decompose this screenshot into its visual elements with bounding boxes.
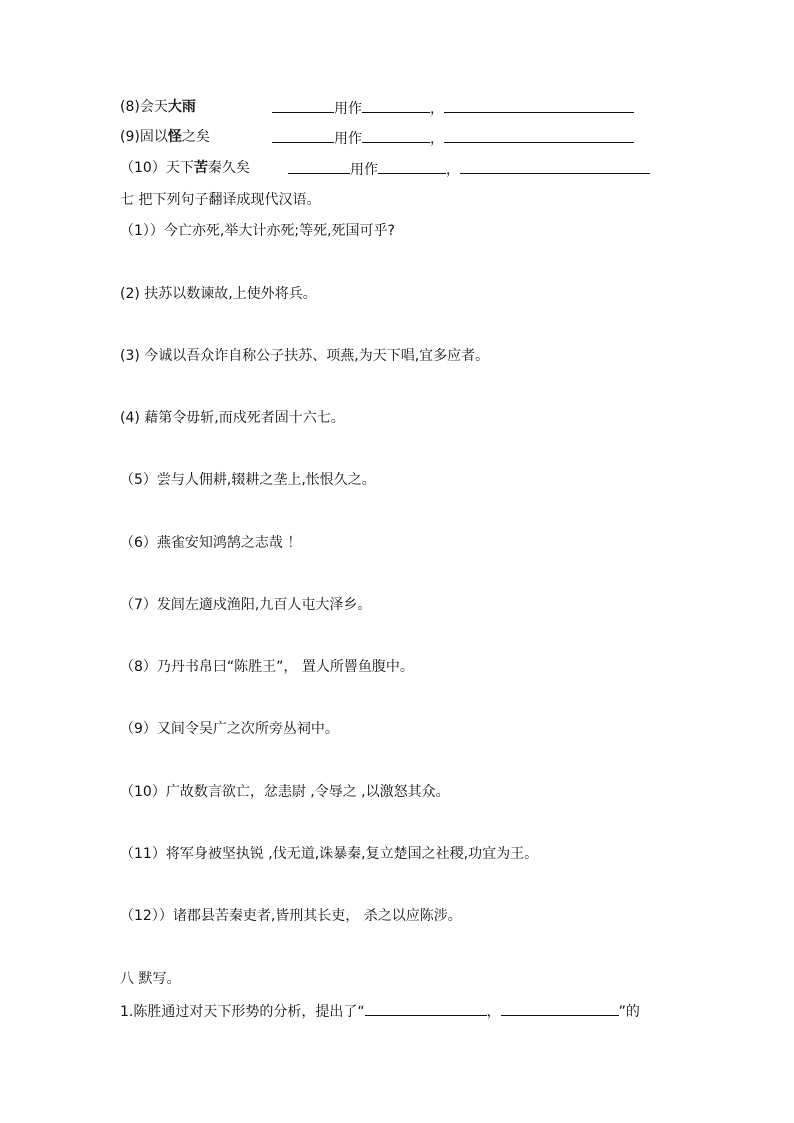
answer-blank[interactable]: [272, 128, 334, 143]
separator-comma: ，: [446, 162, 460, 178]
dictation-item-1: [120, 1001, 640, 1021]
section-7-heading: 七 把下列句子翻译成现代汉语。: [120, 192, 321, 208]
answer-blank[interactable]: [362, 98, 430, 113]
dictation-text: 1.陈胜通过对天下形势的分析，提出了“: [120, 1004, 365, 1020]
separator-comma: ，: [430, 131, 444, 147]
answer-blank[interactable]: [288, 159, 350, 174]
fill-row-key-word: 怪: [167, 129, 182, 145]
fill-row-text-tail: 秦久矣: [207, 160, 250, 176]
separator-comma: ，: [430, 101, 444, 117]
sentence-8: （8）乃丹书帛曰“陈胜王”， 置人所罾鱼腹中。: [120, 659, 414, 675]
sentence-11: （11）将军身被坚执锐 ,伐无道,诛暴秦,复立楚国之社稷,功宜为王。: [120, 846, 539, 862]
sentence-7: （7）发闾左適戍渔阳,九百人屯大泽乡。: [120, 597, 372, 613]
fill-row-number: (9): [120, 129, 140, 145]
sentence-5: （5）尝与人佣耕,辍耕之垄上,怅恨久之。: [120, 472, 376, 488]
fill-row-key-word: 苦: [193, 160, 208, 176]
fill-row-number: （10）: [120, 160, 166, 176]
sentence-2: (2) 扶苏以数谏故,上使外将兵。: [120, 286, 317, 302]
section-8-heading: 八 默写。: [120, 971, 181, 987]
sentence-10: （10）广故数言欲亡，忿恚尉 ,令辱之 ,以激怒其众。: [120, 784, 450, 800]
answer-blank[interactable]: [444, 98, 634, 113]
fill-row-key-word: 大雨: [167, 99, 196, 115]
fill-row-text: 天下: [165, 160, 194, 176]
dictation-text-tail: ”的: [618, 1004, 640, 1020]
fill-row-text-tail: 之矣: [181, 129, 210, 145]
answer-blank[interactable]: [272, 98, 334, 113]
used-as-label: 用作: [350, 162, 378, 178]
sentence-3: (3) 今诚以吾众诈自称公子扶苏、项燕,为天下唱,宜多应者。: [120, 348, 490, 364]
answer-blank[interactable]: [378, 159, 446, 174]
answer-blank[interactable]: [444, 128, 634, 143]
sentence-9: （9）又间令吴广之次所旁丛祠中。: [120, 721, 339, 737]
fill-row-number: (8): [120, 99, 140, 115]
answer-blank[interactable]: [460, 159, 650, 174]
sentence-4: (4) 藉第令毋斩,而戍死者固十六七。: [120, 410, 345, 426]
sentence-12: （12））诸郡县苦秦吏者,皆刑其长吏， 杀之以应陈涉。: [120, 908, 462, 924]
answer-blank[interactable]: [501, 1001, 619, 1016]
fill-row-text: 会天: [139, 99, 168, 115]
fill-row-text: 固以: [139, 129, 168, 145]
used-as-label: 用作: [334, 101, 362, 117]
answer-blank[interactable]: [365, 1001, 487, 1016]
separator-comma: ，: [486, 1004, 501, 1020]
sentence-6: （6）燕雀安知鸿鹄之志哉 ！: [120, 535, 302, 551]
sentence-1: （1））今亡亦死,举大计亦死;等死,死国可乎?: [120, 223, 395, 239]
used-as-label: 用作: [334, 131, 362, 147]
answer-blank[interactable]: [362, 128, 430, 143]
